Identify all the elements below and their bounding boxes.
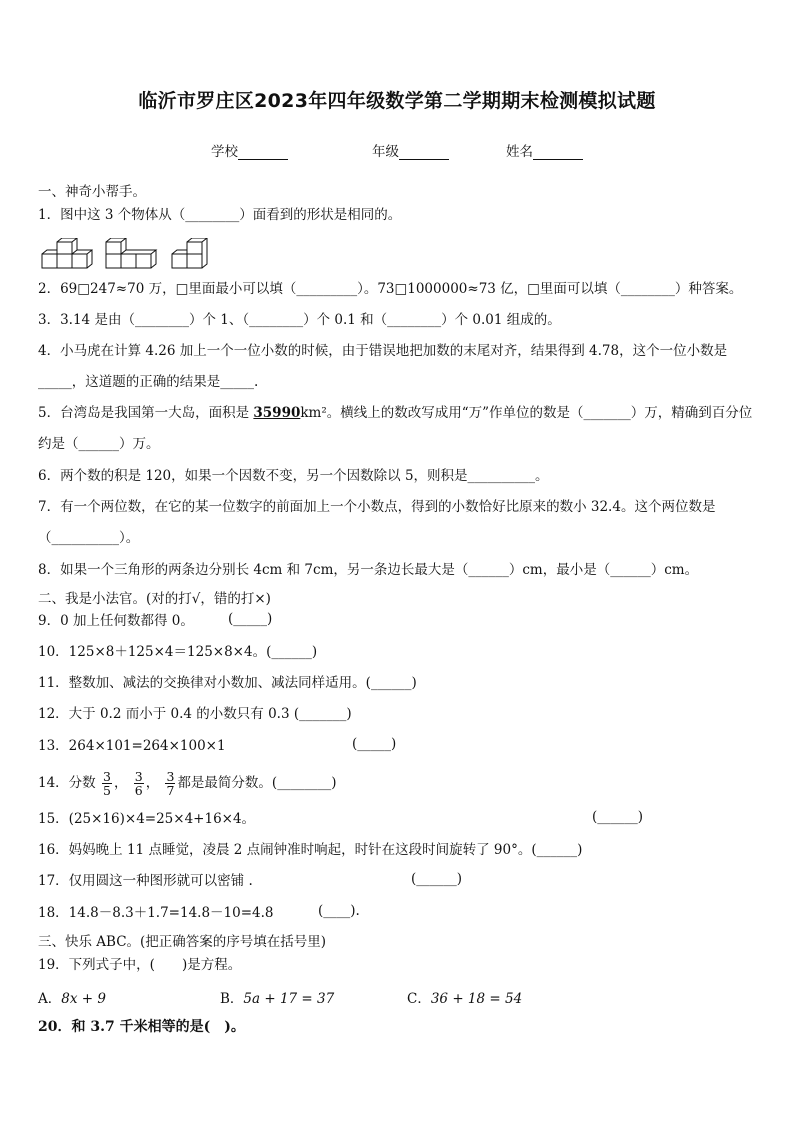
grade-field — [372, 140, 449, 160]
question-18: 18．14.8－8.3＋1.7=14.8－10=4.8 — [38, 905, 274, 921]
question-11: 11．整数加、减法的交换律对小数加、减法同样适用。(______) — [38, 675, 417, 691]
option-c-label: C． — [407, 991, 431, 1007]
question-4-line-1: 4．小马虎在计算 4.26 加上一个一位小数的时候，由于错误地把加数的末尾对齐，结果得到 4.78，这个一位小数是 — [38, 343, 728, 359]
q18-answer-blank[interactable]: (____). — [318, 903, 360, 919]
q19-option-a[interactable] — [38, 987, 106, 1007]
school-blank[interactable] — [238, 145, 288, 160]
section-1-heading: 一、神奇小帮手。 — [38, 184, 146, 200]
exam-title: 临沂市罗庄区2023年四年级数学第二学期期末检测模拟试题 — [138, 90, 656, 112]
grade-blank[interactable] — [399, 145, 449, 160]
question-5-line-1 — [38, 403, 752, 423]
school-field — [211, 140, 288, 160]
q15-answer-blank[interactable]: (______) — [592, 809, 644, 825]
option-b-expression: 5a + 17 = 37 — [243, 991, 335, 1007]
question-7-line-1: 7．有一个两位数，在它的某一位数字的前面加上一个小数点，得到的小数恰好比原来的数小 32.4。这个两位数是 — [38, 499, 716, 515]
question-15: 15．(25×16)×4=25×4+16×4。 — [38, 811, 256, 827]
q13-answer-blank[interactable]: (_____) — [352, 736, 397, 752]
question-2: 2．69□247≈70 万，□里面最小可以填（_________）。73□1000000≈73 亿，□里面可以填（________）种答案。 — [38, 281, 743, 297]
section-2-heading: 二、我是小法官。(对的打√，错的打×) — [38, 591, 271, 607]
question-20: 20．和 3.7 千米相等的是( )。 — [38, 1019, 245, 1035]
question-6: 6．两个数的积是 120，如果一个因数不变，另一个因数除以 5，则积是__________。 — [38, 468, 549, 484]
q19-option-c[interactable] — [407, 987, 522, 1007]
question-12: 12．大于 0.2 而小于 0.4 的小数只有 0.3 (_______) — [38, 706, 352, 722]
option-c-expression: 36 + 18 = 54 — [430, 991, 523, 1007]
q5-underlined-number: 35990 — [253, 405, 301, 421]
grade-label: 年级 — [372, 144, 399, 160]
question-19: 19．下列式子中，( )是方程。 — [38, 957, 242, 973]
question-8: 8．如果一个三角形的两条边分别长 4cm 和 7cm，另一条边长最大是（______）cm，最小是（______）cm。 — [38, 562, 699, 578]
q19-option-b[interactable] — [220, 987, 334, 1007]
fraction-3-7: $\frac{3}{7}$ — [166, 769, 175, 798]
section-3-heading: 三、快乐 ABC。(把正确答案的序号填在括号里) — [38, 934, 327, 950]
q14-text-post: 都是最简分数。(________) — [177, 775, 337, 791]
fraction-3-5: $\frac{3}{5}$ — [102, 769, 111, 798]
school-label: 学校 — [211, 144, 238, 160]
question-4-line-2: _____，这道题的正确的结果是_____. — [38, 374, 259, 390]
cube-figure-1 — [42, 238, 92, 268]
option-a-label: A． — [38, 991, 62, 1007]
name-label: 姓名 — [506, 144, 533, 160]
option-a-expression: 8x + 9 — [61, 991, 106, 1007]
name-field — [506, 140, 583, 160]
q14-text-pre: 14．分数 — [38, 775, 96, 791]
question-9: 9．0 加上任何数都得 0。 — [38, 613, 194, 629]
option-b-label: B． — [220, 991, 244, 1007]
q5-text-pre: 5．台湾岛是我国第一大岛，面积是 — [38, 405, 254, 421]
question-17: 17．仅用圆这一种图形就可以密铺 . — [38, 873, 253, 889]
name-blank[interactable] — [533, 145, 583, 160]
cube-figures — [40, 238, 210, 272]
q5-text-post: km²。横线上的数改写成用“万”作单位的数是（_______）万，精确到百分位 — [300, 405, 753, 421]
question-7-line-2: （__________）。 — [38, 530, 140, 546]
question-10: 10．125×8＋125×4＝125×8×4。(______) — [38, 644, 318, 660]
question-1: 1．图中这 3 个物体从（________）面看到的形状是相同的。 — [38, 207, 402, 223]
question-16: 16．妈妈晚上 11 点睡觉，凌晨 2 点闹钟准时响起，时针在这段时间旋转了 90°。(______) — [38, 842, 583, 858]
cube-figure-2 — [106, 238, 156, 268]
q9-answer-blank[interactable]: (_____) — [228, 611, 273, 627]
question-13: 13．264×101=264×100×1 — [38, 738, 226, 754]
question-14: 14．分数 $\frac{3}{5}$ ， $\frac{3}{6}$ ， $\frac{3}{7}$ 都是最简分数。(________) — [38, 769, 337, 798]
question-3: 3．3.14 是由（________）个 1、（________）个 0.1 和（________）个 0.01 组成的。 — [38, 312, 561, 328]
cube-figure-3 — [172, 238, 207, 268]
question-5-line-2: 约是（______）万。 — [38, 436, 160, 452]
q17-answer-blank[interactable]: (______) — [411, 871, 463, 887]
fraction-3-6: $\frac{3}{6}$ — [134, 769, 143, 798]
